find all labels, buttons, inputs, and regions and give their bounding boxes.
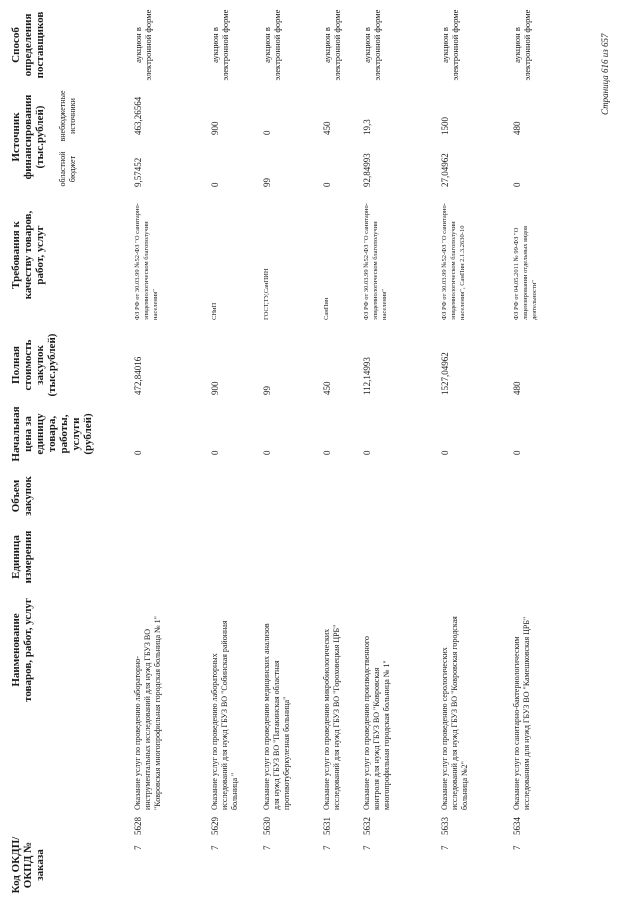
row-extra: 480 <box>512 121 522 135</box>
header-source-regional: областной бюджет <box>58 151 77 187</box>
row-regional: 9,57452 <box>133 157 143 187</box>
row-extra: 450 <box>322 121 332 135</box>
row-number: 5630 <box>262 817 272 835</box>
header-total: Полная стоимость закупок (тыс.рублей) <box>10 333 58 397</box>
row-total: 480 <box>512 381 522 395</box>
header-source: Источник финансирования (тыс.рублей) <box>10 94 46 180</box>
row-regional: 27,04962 <box>440 153 450 187</box>
row-code: 7 <box>440 845 450 850</box>
row-total: 900 <box>210 381 220 395</box>
row-code: 7 <box>262 845 272 850</box>
row-total: 472,84016 <box>133 356 143 395</box>
row-code: 7 <box>512 845 522 850</box>
row-code: 7 <box>322 845 332 850</box>
row-method: аукцион в электронной форме <box>440 9 460 81</box>
row-method: аукцион в электронной форме <box>322 9 342 81</box>
row-total: 99 <box>262 386 272 395</box>
page-number: Страница 616 из 657 <box>600 33 610 115</box>
row-number: 5634 <box>512 817 522 835</box>
row-code: 7 <box>210 845 220 850</box>
row-price: 0 <box>133 450 143 455</box>
row-extra: 19,3 <box>362 119 372 135</box>
row-method: аукцион в электронной форме <box>362 9 382 81</box>
header-requirements: Требования к качеству товаров, работ, услуг <box>10 210 46 300</box>
row-name: Оказание услуг по санитарно-бактериологическим исследованиям для нужд ГБУЗ ВО "Камешковская ЦРБ" <box>512 616 531 810</box>
row-regional: 92,84993 <box>362 153 372 187</box>
row-method: аукцион в электронной форме <box>262 9 282 81</box>
row-number: 5631 <box>322 817 332 835</box>
row-price: 0 <box>512 450 522 455</box>
row-total: 112,14993 <box>362 357 372 395</box>
header-code: Код ОКДП/ ОКПД № заказа <box>10 836 46 894</box>
row-regional: 0 <box>512 182 522 187</box>
row-price: 0 <box>262 450 272 455</box>
header-method: Способ определения поставщиков <box>10 11 46 79</box>
row-regional: 99 <box>262 178 272 187</box>
row-requirements: СанПин <box>323 297 330 320</box>
row-method: аукцион в электронной форме <box>133 9 153 81</box>
row-requirements: ГОСТ,ТУ,СанПИН <box>263 268 270 320</box>
row-method: аукцион в электронной форме <box>512 9 532 81</box>
row-number: 5633 <box>440 817 450 835</box>
row-number: 5629 <box>210 817 220 835</box>
row-requirements: ФЗ РФ от 04.05.2011 № 99-ФЗ "О лицензировании отдельных видов деятельности" <box>513 225 538 320</box>
row-requirements: ФЗ РФ от 30.03.99 №52-ФЗ "О санитарно-эпидемиологическом благополучии населения" <box>134 203 159 320</box>
header-volume: Объем закупок <box>10 476 34 516</box>
row-name: Оказание услуг по проведению лабораторных исследований для нужд ГБУЗ ВО "Собинская районная больница " <box>210 620 239 810</box>
row-regional: 0 <box>322 182 332 187</box>
row-number: 5628 <box>133 817 143 835</box>
row-extra: 0 <box>262 130 272 135</box>
row-number: 5632 <box>362 817 372 835</box>
row-extra: 463,26564 <box>133 96 143 135</box>
row-total: 1527,04962 <box>440 352 450 395</box>
header-unit: Единица измерения <box>10 530 34 584</box>
header-source-extra: внебюджетные источники <box>58 90 77 142</box>
row-requirements: ФЗ РФ от 30.03.99 №52-ФЗ "О санитарно-эпидемиологическом благополучии населения" <box>363 203 388 320</box>
row-extra: 1500 <box>440 117 450 135</box>
row-price: 0 <box>322 450 332 455</box>
header-name: Наименование товаров, работ, услуг <box>10 598 34 702</box>
row-name: Оказание услуг по проведению лабораторно-инструментальных исследований для нужд ГБУЗ ВО "Ковровская многопрофильная городская больница № 1" <box>133 616 162 810</box>
row-code: 7 <box>362 845 372 850</box>
row-total: 450 <box>322 381 332 395</box>
row-name: Оказание услуг по проведению медицинских анализов для нужд ГБУЗ ВО "Патакинская областная противотуберкулезная больница" <box>262 623 291 810</box>
row-price: 0 <box>440 450 450 455</box>
row-price: 0 <box>362 450 372 455</box>
row-code: 7 <box>133 845 143 850</box>
row-requirements: ФЗ РФ от 30.03.99 №52-ФЗ "О санитарно-эпидемиологическом благополучии населения", СанПин 2.1.3.2630-10 <box>441 203 466 320</box>
row-name: Оказание услуг по проведению микробиологических исследований для нужд ГБУЗ ВО "Гороховецкая ЦРБ" <box>322 624 341 810</box>
row-extra: 900 <box>210 121 220 135</box>
row-requirements: СНиП <box>211 302 218 320</box>
row-regional: 0 <box>210 182 220 187</box>
row-name: Оказание услуг по проведению серологических исследований для нужд ГБУЗ ВО "Ковровская городская больница №2" <box>440 616 469 810</box>
row-method: аукцион в электронной форме <box>210 9 230 81</box>
header-price: Начальная цена за единицу товара, работы, услуги (рублей) <box>10 406 94 462</box>
row-price: 0 <box>210 450 220 455</box>
row-name: Оказание услуг по проведению производственного контроля для нужд ГБУЗ ВО "Ковровская многопрофильная городская больница № 1" <box>362 636 391 810</box>
